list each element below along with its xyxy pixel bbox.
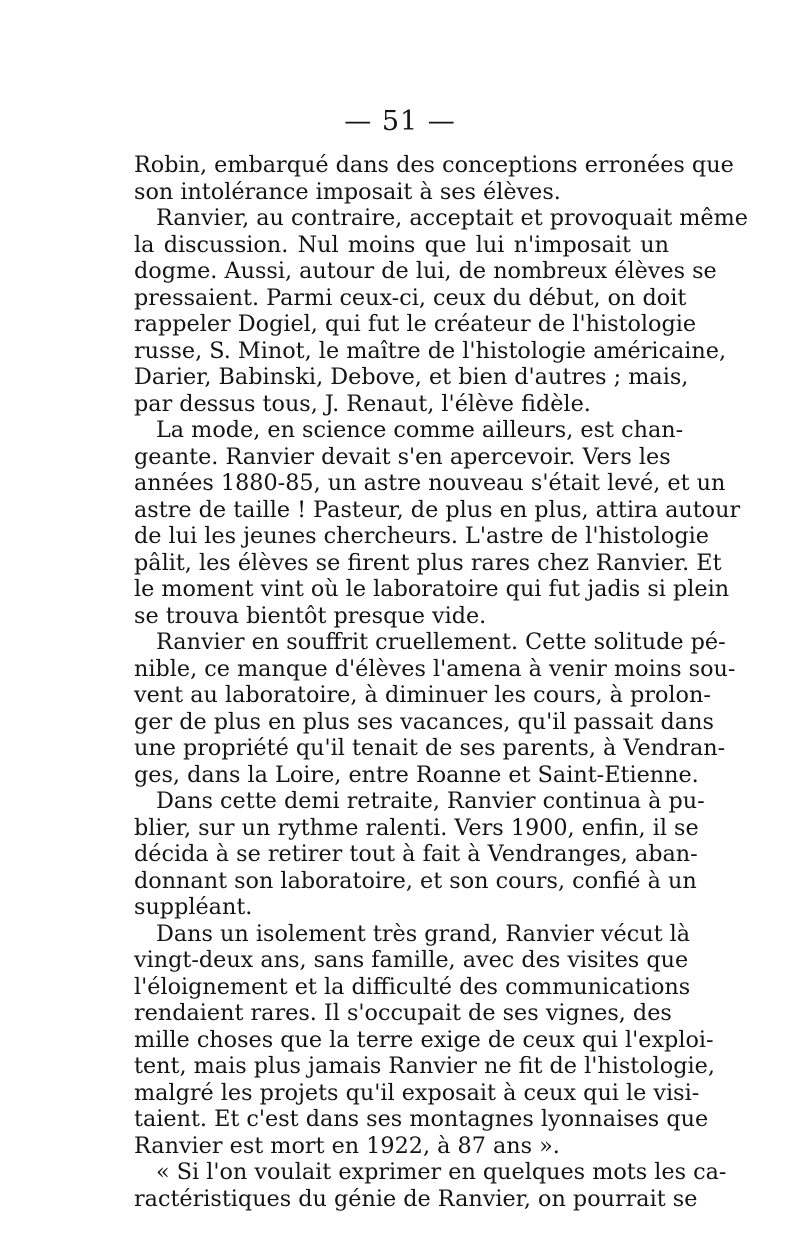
text-line: suppléant. [134, 894, 253, 920]
text-line: pressaient. Parmi ceux-ci, ceux du début, on doit [134, 284, 687, 311]
text-line: taient. Et c'est dans ses montagnes lyonnaises que [134, 1106, 709, 1132]
text-line: tent, mais plus jamais Ranvier ne fit de l'histologie, [134, 1053, 715, 1079]
text-line: nible, ce manque d'élèves l'amena à venir moins sou- [134, 655, 736, 682]
text-line: « Si l'on voulait exprimer en quelques mots les ca- [156, 1159, 727, 1185]
text-line: astre de taille ! Pasteur, de plus en plus, attira autour [134, 496, 741, 523]
text-line: son intolérance imposait à ses élèves. [134, 178, 561, 205]
text-line: l'éloignement et la difficulté des communications [134, 973, 691, 1000]
text-line: rendaient rares. Il s'occupait de ses vignes, des [134, 1000, 672, 1026]
text-line: dogme. Aussi, autour de lui, de nombreux élèves se [134, 258, 717, 284]
text-line: une propriété qu'il tenait de ses parents, à Vendran- [134, 735, 726, 761]
text-line: ges, dans la Loire, entre Roanne et Saint-Etienne. [134, 761, 699, 788]
text-line: de lui les jeunes chercheurs. L'astre de l'histologie [134, 523, 709, 549]
text-line: La mode, en science comme ailleurs, est chan- [156, 417, 684, 443]
text-line: décida à se retirer tout à fait à Vendranges, aban- [134, 841, 698, 867]
body-text [134, 152, 748, 1212]
text-line: ractéristiques du génie de Ranvier, on pourrait se [134, 1185, 698, 1212]
text-line: par dessus tous, J. Renaut, l'élève fidèle. [134, 390, 591, 417]
text-line: Dans cette demi retraite, Ranvier continua à pu- [156, 788, 705, 814]
text-line: geante. Ranvier devait s'en apercevoir. Vers les [134, 443, 671, 470]
text-line: ger de plus en plus ses vacances, qu'il passait dans [134, 708, 714, 735]
text-line: donnant son laboratoire, et son cours, confié à un [134, 867, 697, 894]
text-line: russe, S. Minot, le maître de l'histologie américaine, [134, 337, 727, 364]
text-line: le moment vint où le laboratoire qui fut jadis si plein [134, 576, 730, 602]
text-line: malgré les projets qu'il exposait à ceux qui le visi- [134, 1079, 700, 1106]
text-line: années 1880-85, un astre nouveau s'était levé, et un [134, 470, 726, 496]
text-line: Ranvier en souffrit cruellement. Cette solitude pé- [156, 629, 726, 655]
text-line: Ranvier, au contraire, acceptait et provoquait même [156, 205, 748, 231]
text-line: vingt-deux ans, sans famille, avec des visites que [134, 947, 689, 973]
text-line: la discussion. Nul moins que lui n'imposait un [134, 231, 669, 258]
page-number: — 51 — [344, 106, 456, 137]
text-line: vent au laboratoire, à diminuer les cours, à prolon- [134, 682, 711, 708]
text-line: Dans un isolement très grand, Ranvier vécut là [156, 920, 691, 947]
text-line: Darier, Babinski, Debove, et bien d'autres ; mais, [134, 364, 689, 390]
text-line: Ranvier est mort en 1922, à 87 ans ». [134, 1132, 560, 1159]
text-line: rappeler Dogiel, qui fut le créateur de l'histologie [134, 311, 697, 337]
text-line: Robin, embarqué dans des conceptions erronées que [134, 152, 734, 178]
text-line: se trouva bientôt presque vide. [134, 602, 487, 629]
text-line: mille choses que la terre exige de ceux qui l'exploi- [134, 1026, 714, 1053]
text-line: blier, sur un rythme ralenti. Vers 1900, enfin, il se [134, 814, 699, 841]
text-line: pâlit, les élèves se firent plus rares chez Ranvier. Et [134, 549, 722, 576]
